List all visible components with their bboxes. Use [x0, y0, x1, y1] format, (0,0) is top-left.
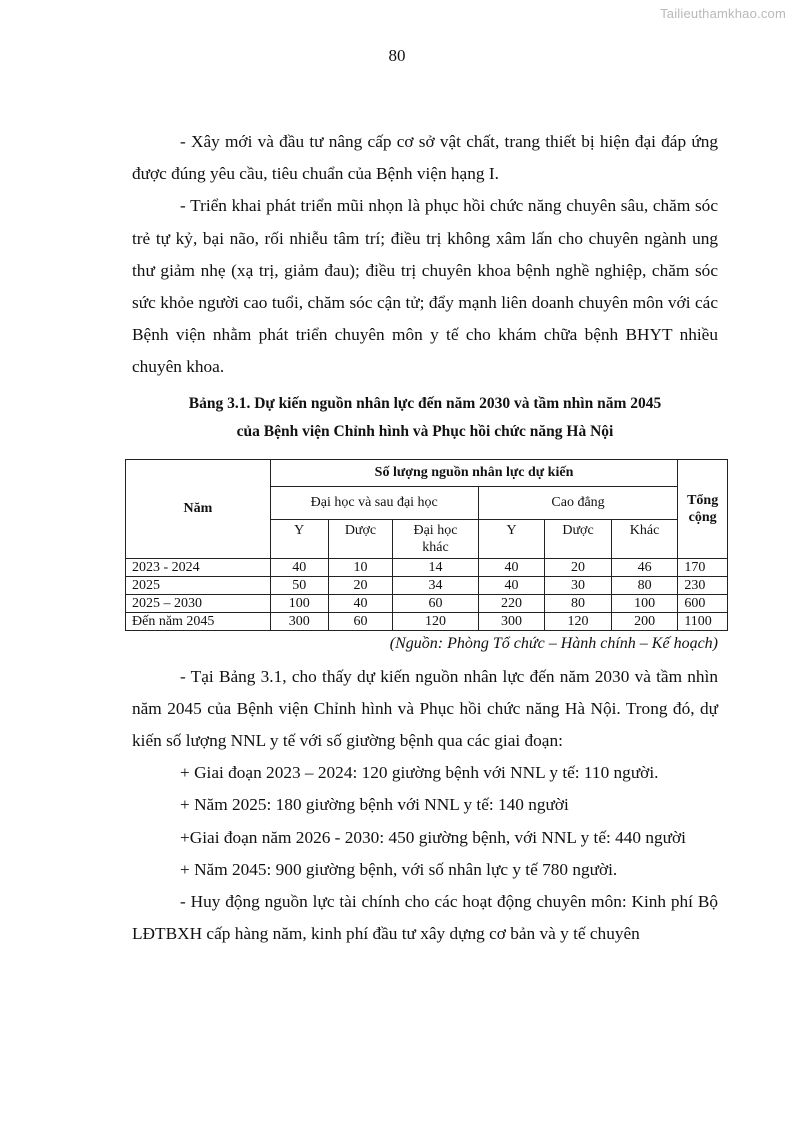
table-row [126, 594, 728, 612]
subheader-cell: Đại học khác [393, 519, 479, 558]
header-year: Năm [126, 459, 271, 558]
table-row [126, 558, 728, 576]
paragraph: - Huy động nguồn lực tài chính cho các hoạt động chuyên môn: Kinh phí Bộ LĐTBXH cấp hàng năm, kinh phí đầu tư xây dựng cơ bản và y tế chuyên [132, 892, 718, 944]
value-cell: 30 [545, 576, 612, 594]
header-total: Tổng cộng [678, 459, 728, 558]
table-row [126, 576, 728, 594]
value-cell: 100 [611, 594, 678, 612]
total-cell: 600 [678, 594, 728, 612]
table-source: (Nguồn: Phòng Tổ chức – Hành chính – Kế hoạch) [389, 634, 718, 652]
caption-line-2: của Bệnh viện Chỉnh hình và Phục hồi chức năng Hà Nội [236, 422, 614, 440]
staff-forecast-table [125, 459, 728, 631]
year-cell: 2023 - 2024 [126, 558, 271, 576]
value-cell: 300 [478, 612, 545, 630]
total-cell: 170 [678, 558, 728, 576]
value-cell: 40 [270, 558, 328, 576]
value-cell: 40 [478, 576, 545, 594]
paragraph: + Năm 2045: 900 giường bệnh, với số nhân lực y tế 780 người. [180, 859, 618, 879]
subheader-cell: Y [270, 519, 328, 558]
year-cell: 2025 – 2030 [126, 594, 271, 612]
value-cell: 14 [393, 558, 479, 576]
value-cell: 80 [545, 594, 612, 612]
value-cell: 120 [545, 612, 612, 630]
paragraph: + Giai đoạn 2023 – 2024: 120 giường bệnh với NNL y tế: 110 người. [180, 763, 659, 783]
value-cell: 80 [611, 576, 678, 594]
value-cell: 100 [270, 594, 328, 612]
watermark: Tailieuthamkhao.com [660, 6, 786, 21]
value-cell: 46 [611, 558, 678, 576]
value-cell: 34 [393, 576, 479, 594]
value-cell: 120 [393, 612, 479, 630]
header-group: Số lượng nguồn nhân lực dự kiến [270, 459, 678, 486]
total-cell: 1100 [678, 612, 728, 630]
paragraph: - Xây mới và đầu tư nâng cấp cơ sở vật chất, trang thiết bị hiện đại đáp ứng được đúng yêu cầu, tiêu chuẩn của Bệnh viện hạng I. [132, 132, 718, 184]
subheader-cell: Khác [611, 519, 678, 558]
page-number: 80 [388, 46, 406, 65]
value-cell: 40 [478, 558, 545, 576]
value-cell: 20 [545, 558, 612, 576]
paragraph: + Năm 2025: 180 giường bệnh với NNL y tế: 140 người [180, 795, 569, 815]
paragraph: - Triển khai phát triển mũi nhọn là phục hồi chức năng chuyên sâu, chăm sóc trẻ tự kỷ, bại não, rối nhiễu tâm trí; điều trị không xâm lấn cho chuyên ngành ung thư giảm nhẹ (xạ trị, giảm đau); điều trị chuyên khoa bệnh nghề nghiệp, chăm sóc sức khỏe người cao tuổi, chăm sóc cận tử; đẩy mạnh liên doanh chuyên môn với các Bệnh viện nhằm phát triển chuyên môn y tế cho khám chữa bệnh BHYT nhiều chuyên khoa. [132, 196, 718, 377]
value-cell: 60 [328, 612, 392, 630]
document-body [132, 126, 718, 950]
caption-line-1: Bảng 3.1. Dự kiến nguồn nhân lực đến năm 2030 và tầm nhìn năm 2045 [188, 394, 662, 412]
subheader-cell: Y [478, 519, 545, 558]
header-college: Cao đẳng [478, 486, 678, 519]
table-caption [132, 390, 718, 446]
paragraph: - Tại Bảng 3.1, cho thấy dự kiến nguồn nhân lực đến năm 2030 và tầm nhìn năm 2045 của Bệnh viện Chỉnh hình và Phục hồi chức năng Hà Nội. Trong đó, dự kiến số lượng NNL y tế với số giường bệnh qua các giai đoạn: [132, 666, 718, 751]
paragraph: +Giai đoạn năm 2026 - 2030: 450 giường bệnh, với NNL y tế: 440 người [180, 827, 686, 847]
value-cell: 40 [328, 594, 392, 612]
subheader-cell: Dược [328, 519, 392, 558]
value-cell: 10 [328, 558, 392, 576]
year-cell: Đến năm 2045 [126, 612, 271, 630]
year-cell: 2025 [126, 576, 271, 594]
value-cell: 20 [328, 576, 392, 594]
value-cell: 60 [393, 594, 479, 612]
total-cell: 230 [678, 576, 728, 594]
value-cell: 50 [270, 576, 328, 594]
value-cell: 300 [270, 612, 328, 630]
value-cell: 200 [611, 612, 678, 630]
table-row [126, 612, 728, 630]
value-cell: 220 [478, 594, 545, 612]
header-university: Đại học và sau đại học [270, 486, 478, 519]
subheader-cell: Dược [545, 519, 612, 558]
